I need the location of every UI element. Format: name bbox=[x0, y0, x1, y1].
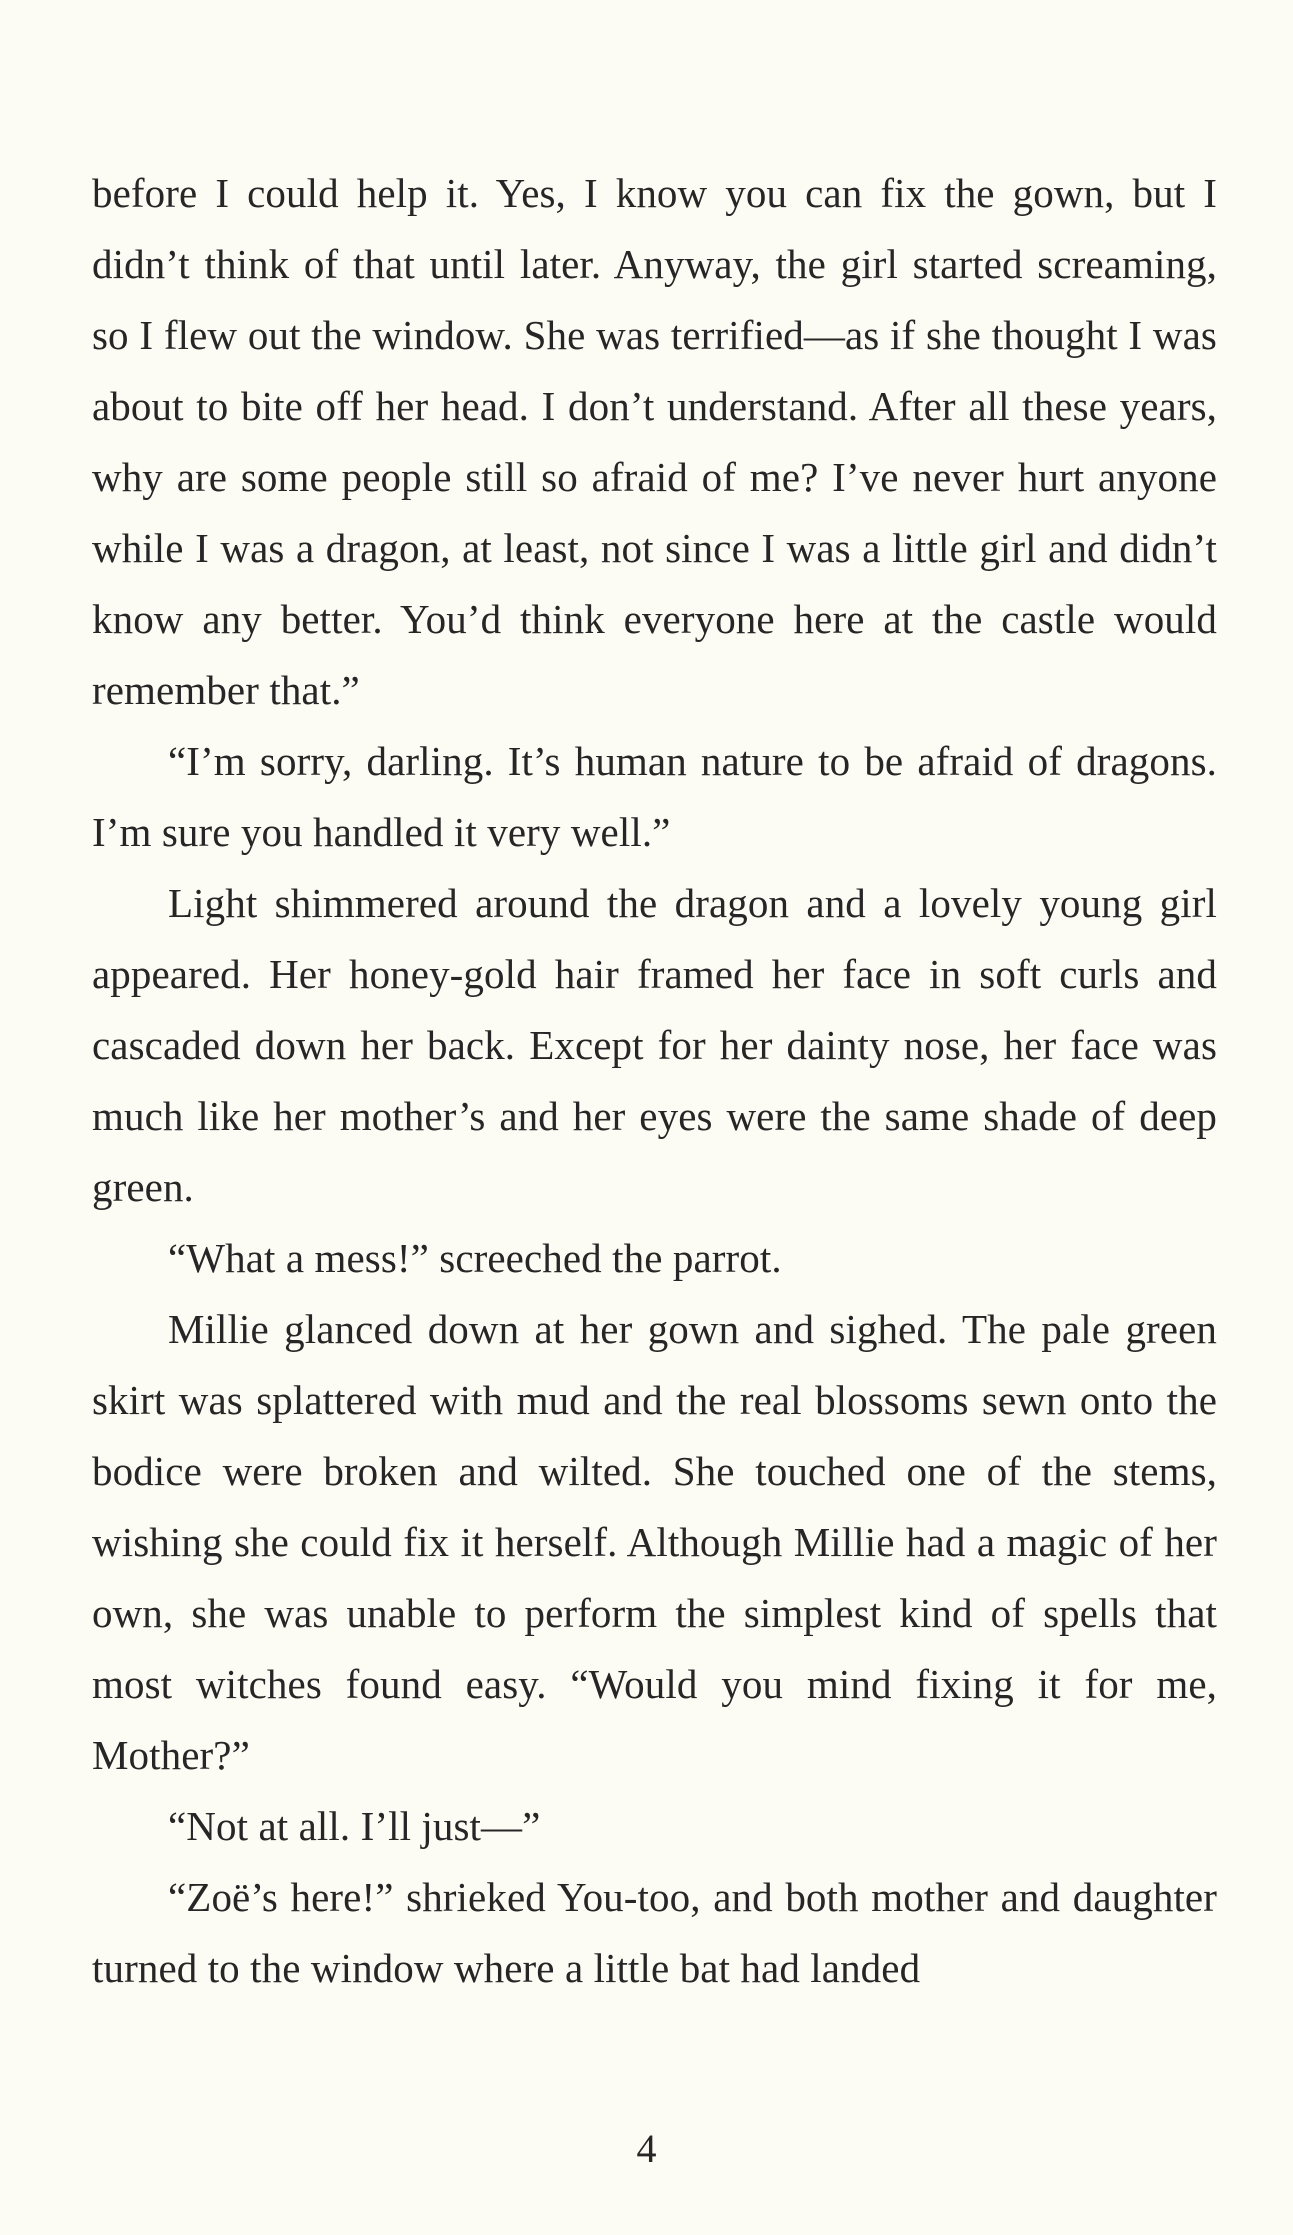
page-number: 4 bbox=[636, 2126, 657, 2171]
paragraph-1: before I could help it. Yes, I know you can fix the gown, but I didn’t think of that until later. Anyway, the girl started screaming, so I flew out the window. She was terrified—as if she thought I was about to bite off her head. I don’t understand. After all these years, why are some people still so afraid of me? I’ve never hurt anyone while I was a dragon, at least, not since I was a little girl and didn’t know any better. You’d think everyone here at the castle would remember that.” bbox=[92, 170, 1217, 713]
paragraph-7: “Zoë’s here!” shrieked You-too, and both mother and daughter turned to the window where a little bat had landed bbox=[92, 1874, 1217, 1991]
paragraph-3: Light shimmered around the dragon and a lovely young girl appeared. Her honey-gold hair framed her face in soft curls and cascaded down her back. Except for her dainty nose, her face was much like her mother’s and her eyes were the same shade of deep green. bbox=[92, 880, 1217, 1210]
paragraph-4: “What a mess!” screeched the parrot. bbox=[168, 1235, 782, 1281]
paragraph-2: “I’m sorry, darling. It’s human nature to be afraid of dragons. I’m sure you handled it very well.” bbox=[92, 738, 1217, 855]
body-text bbox=[92, 158, 1217, 2004]
paragraph-5: Millie glanced down at her gown and sighed. The pale green skirt was splattered with mud and the real blossoms sewn onto the bodice were broken and wilted. She touched one of the stems, wishing she could fix it herself. Although Millie had a magic of her own, she was unable to perform the simplest kind of spells that most witches found easy. “Would you mind fixing it for me, Mother?” bbox=[92, 1306, 1217, 1778]
paragraph-6: “Not at all. I’ll just—” bbox=[168, 1803, 541, 1849]
